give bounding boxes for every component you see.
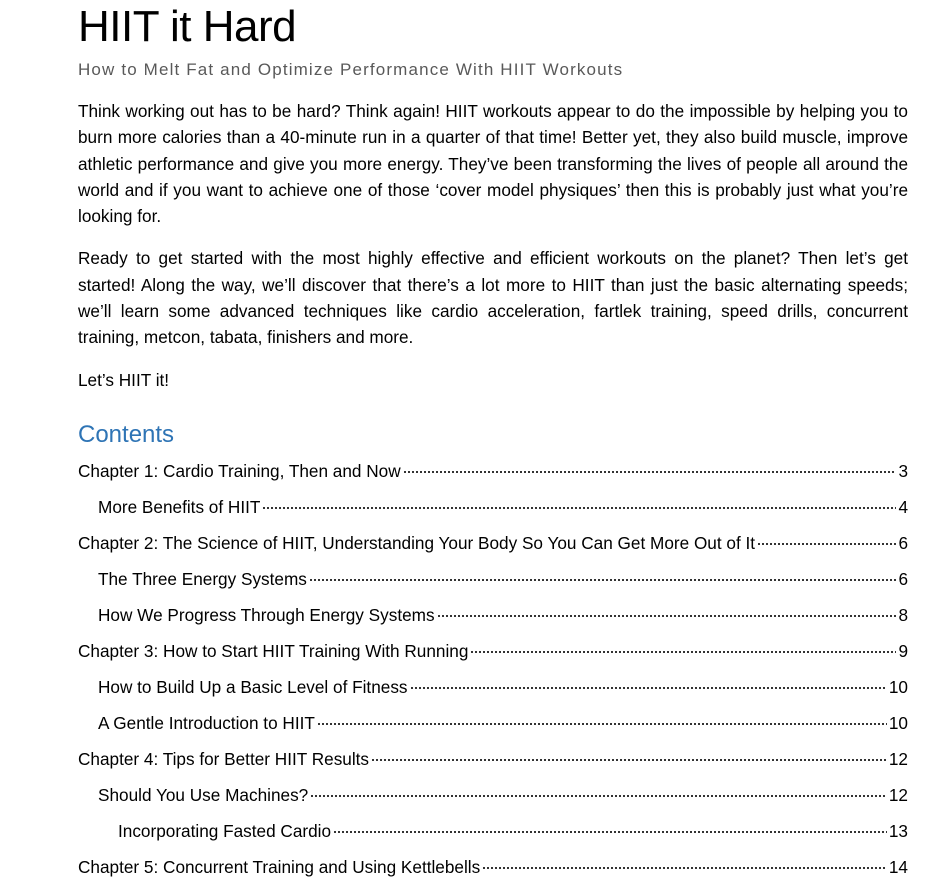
toc-entry[interactable] bbox=[78, 849, 908, 885]
toc-entry-label: Chapter 3: How to Start HIIT Training With Running bbox=[78, 640, 469, 661]
toc-entry[interactable] bbox=[78, 489, 908, 525]
document-title: HIIT it Hard bbox=[78, 2, 297, 51]
toc-dot-leader bbox=[757, 543, 896, 545]
intro-paragraph-1: Think working out has to be hard? Think again! HIIT workouts appear to do the impossible by helping you to burn more calories than a 40-minute run in a quarter of that time! Better yet, they also build muscle, improve athletic performance and give you more energy. They’ve been transforming the lives of people all around the world and if you want to achieve one of those ‘cover model physiques’ then this is probably just what you’re looking for. bbox=[78, 101, 908, 227]
toc-dot-leader bbox=[262, 507, 896, 509]
table-of-contents bbox=[78, 453, 908, 885]
contents-heading: Contents bbox=[78, 420, 175, 448]
toc-entry-label: Chapter 4: Tips for Better HIIT Results bbox=[78, 748, 370, 769]
toc-dot-leader bbox=[437, 615, 897, 617]
toc-dot-leader bbox=[410, 687, 887, 689]
toc-entry-label: Chapter 1: Cardio Training, Then and Now bbox=[78, 460, 401, 481]
toc-entry[interactable] bbox=[78, 633, 908, 669]
document-page bbox=[78, 0, 908, 885]
toc-entry-label: More Benefits of HIIT bbox=[98, 496, 261, 517]
toc-entry-page-number: 6 bbox=[898, 532, 908, 553]
toc-dot-leader bbox=[309, 579, 897, 581]
toc-dot-leader bbox=[317, 723, 887, 725]
toc-entry-label: Chapter 2: The Science of HIIT, Understanding Your Body So You Can Get More Out of It bbox=[78, 532, 756, 553]
intro-paragraph-2: Ready to get started with the most highly effective and efficient workouts on the planet? Then let’s get started! Along the way, we’ll discover that there’s a lot more to HIIT than just the basic alternating speeds; we’ll learn some advanced techniques like cardio acceleration, fartlek training, speed drills, concurrent training, metcon, tabata, finishers and more. bbox=[78, 248, 908, 348]
toc-entry-page-number: 8 bbox=[898, 604, 908, 625]
document-subtitle: How to Melt Fat and Optimize Performance With HIIT Workouts bbox=[78, 60, 624, 79]
toc-dot-leader bbox=[470, 651, 896, 653]
toc-entry-label: A Gentle Introduction to HIIT bbox=[98, 712, 315, 733]
toc-entry-page-number: 12 bbox=[888, 748, 908, 769]
toc-entry-page-number: 12 bbox=[888, 784, 908, 805]
toc-entry-page-number: 9 bbox=[898, 640, 908, 661]
toc-entry[interactable] bbox=[78, 561, 908, 597]
toc-entry-page-number: 6 bbox=[898, 568, 908, 589]
toc-entry[interactable] bbox=[78, 741, 908, 777]
toc-entry-page-number: 3 bbox=[898, 460, 908, 481]
toc-entry[interactable] bbox=[78, 597, 908, 633]
toc-dot-leader bbox=[482, 867, 887, 869]
toc-dot-leader bbox=[403, 471, 897, 473]
toc-entry-page-number: 4 bbox=[898, 496, 908, 517]
toc-entry-label: Incorporating Fasted Cardio bbox=[118, 820, 332, 841]
toc-entry[interactable] bbox=[78, 525, 908, 561]
toc-dot-leader bbox=[333, 831, 887, 833]
toc-dot-leader bbox=[371, 759, 887, 761]
toc-entry-page-number: 14 bbox=[888, 856, 908, 877]
toc-entry[interactable] bbox=[78, 777, 908, 813]
toc-dot-leader bbox=[310, 795, 887, 797]
toc-entry-label: Chapter 5: Concurrent Training and Using Kettlebells bbox=[78, 856, 481, 877]
intro-paragraph-3: Let’s HIIT it! bbox=[78, 369, 170, 390]
toc-entry-label: How to Build Up a Basic Level of Fitness bbox=[98, 676, 408, 697]
toc-entry[interactable] bbox=[78, 705, 908, 741]
toc-entry-label: The Three Energy Systems bbox=[98, 568, 307, 589]
toc-entry[interactable] bbox=[78, 453, 908, 489]
toc-entry[interactable] bbox=[78, 669, 908, 705]
toc-entry-label: How We Progress Through Energy Systems bbox=[98, 604, 435, 625]
toc-entry-label: Should You Use Machines? bbox=[98, 784, 309, 805]
toc-entry-page-number: 13 bbox=[888, 820, 908, 841]
toc-entry-page-number: 10 bbox=[888, 676, 908, 697]
toc-entry[interactable] bbox=[78, 813, 908, 849]
toc-entry-page-number: 10 bbox=[888, 712, 908, 733]
